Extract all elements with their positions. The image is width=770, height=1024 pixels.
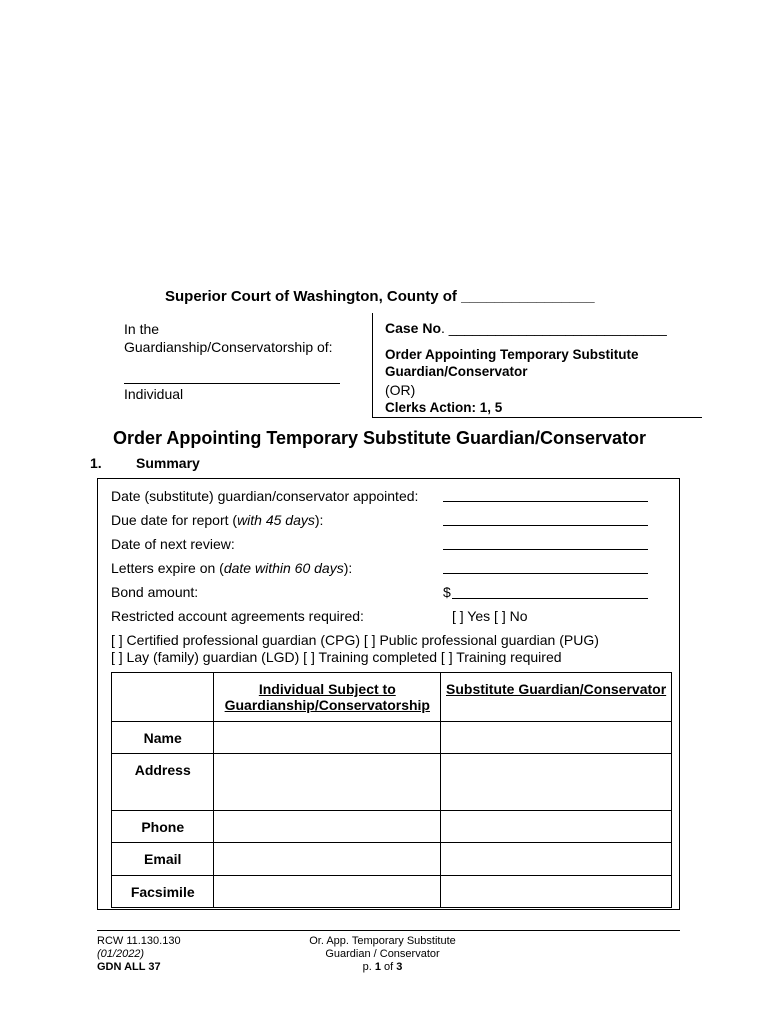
guardian-type-line-2[interactable]: [ ] Lay (family) guardian (LGD) [ ] Training completed [ ] Training required bbox=[111, 649, 562, 665]
cell-guardian-address[interactable] bbox=[441, 754, 672, 811]
caption-divider-vertical bbox=[372, 313, 373, 418]
footer-page-num: 1 bbox=[374, 961, 381, 973]
due-date-field[interactable] bbox=[443, 525, 648, 526]
next-review-field[interactable] bbox=[443, 549, 648, 550]
letters-end: ): bbox=[343, 560, 353, 576]
bond-field[interactable] bbox=[452, 598, 648, 599]
caption-or: (OR) bbox=[385, 382, 416, 398]
footer-page-total: 3 bbox=[396, 961, 403, 973]
due-date-end: ): bbox=[314, 512, 324, 528]
caption-left bbox=[124, 320, 333, 356]
caption-matter: Guardianship/Conservatorship of: bbox=[124, 339, 333, 355]
individual-label: Individual bbox=[124, 386, 184, 402]
cell-guardian-name[interactable] bbox=[441, 722, 672, 754]
letters-expire-label bbox=[111, 560, 352, 576]
cell-individual-email[interactable] bbox=[214, 843, 441, 876]
footer-rcw: RCW 11.130.130 bbox=[97, 935, 181, 947]
table-row bbox=[112, 811, 672, 843]
individual-name-line[interactable] bbox=[124, 383, 340, 384]
restricted-label: Restricted account agreements required: bbox=[111, 608, 364, 624]
letters-expire-field[interactable] bbox=[443, 573, 648, 574]
letters-text: Letters expire on ( bbox=[111, 560, 224, 576]
clerks-action: Clerks Action: 1, 5 bbox=[385, 400, 503, 415]
table-row bbox=[112, 722, 672, 754]
table-row bbox=[112, 754, 672, 811]
cell-individual-name[interactable] bbox=[214, 722, 441, 754]
due-date-text: Due date for report ( bbox=[111, 512, 238, 528]
col-guardian-header: Substitute Guardian/Conservator bbox=[441, 673, 672, 722]
row-label-phone: Phone bbox=[112, 811, 214, 843]
next-review-label: Date of next review: bbox=[111, 536, 235, 552]
section-number: 1. bbox=[90, 455, 102, 471]
footer-left bbox=[97, 935, 181, 974]
case-number[interactable] bbox=[385, 320, 667, 336]
caption-in-the: In the bbox=[124, 321, 160, 337]
footer-center bbox=[300, 935, 465, 974]
section-title: Summary bbox=[136, 455, 200, 471]
letters-italic: date within 60 days bbox=[223, 560, 344, 576]
due-date-italic: with 45 days bbox=[237, 512, 315, 528]
dollar-sign: $ bbox=[443, 584, 451, 600]
case-number-label: Case No bbox=[385, 320, 442, 336]
footer-title-2: Guardian / Conservator bbox=[325, 948, 440, 960]
cell-guardian-facsimile[interactable] bbox=[441, 876, 672, 908]
date-appointed-label: Date (substitute) guardian/conservator appointed: bbox=[111, 488, 419, 504]
caption-doc-title: Order Appointing Temporary Substitute Guardian/Conservator bbox=[385, 347, 639, 379]
cell-individual-address[interactable] bbox=[214, 754, 441, 811]
case-number-blank: . ____________________________ bbox=[441, 320, 667, 336]
table-corner-cell bbox=[112, 673, 214, 722]
cell-guardian-email[interactable] bbox=[441, 843, 672, 876]
restricted-yes-no[interactable]: [ ] Yes [ ] No bbox=[452, 608, 528, 624]
row-label-address: Address bbox=[112, 754, 214, 811]
row-label-facsimile: Facsimile bbox=[112, 876, 214, 908]
footer-page bbox=[300, 961, 465, 974]
table-row bbox=[112, 843, 672, 876]
bond-label: Bond amount: bbox=[111, 584, 199, 600]
col-individual-header: Individual Subject to Guardianship/Conservatorship bbox=[214, 673, 441, 722]
footer-page-of: of bbox=[380, 961, 397, 973]
footer-date: (01/2022) bbox=[97, 948, 145, 960]
footer-page-prefix: p. bbox=[362, 961, 375, 973]
cell-individual-phone[interactable] bbox=[214, 811, 441, 843]
row-label-name: Name bbox=[112, 722, 214, 754]
guardian-type-line-1[interactable]: [ ] Certified professional guardian (CPG) [ ] Public professional guardian (PUG) bbox=[111, 632, 599, 648]
footer-title-1: Or. App. Temporary Substitute bbox=[309, 935, 456, 947]
row-label-email: Email bbox=[112, 843, 214, 876]
caption-divider-horizontal bbox=[372, 417, 702, 418]
date-appointed-field[interactable] bbox=[443, 501, 648, 502]
court-heading: Superior Court of Washington, County of ________________ bbox=[165, 288, 595, 305]
cell-guardian-phone[interactable] bbox=[441, 811, 672, 843]
page-title: Order Appointing Temporary Substitute Guardian/Conservator bbox=[113, 428, 647, 448]
due-date-label bbox=[111, 512, 323, 528]
footer-divider bbox=[97, 930, 680, 931]
footer-form-id: GDN ALL 37 bbox=[97, 961, 161, 973]
table-header-row bbox=[112, 673, 672, 722]
contact-table bbox=[111, 672, 672, 908]
cell-individual-facsimile[interactable] bbox=[214, 876, 441, 908]
table-row bbox=[112, 876, 672, 908]
